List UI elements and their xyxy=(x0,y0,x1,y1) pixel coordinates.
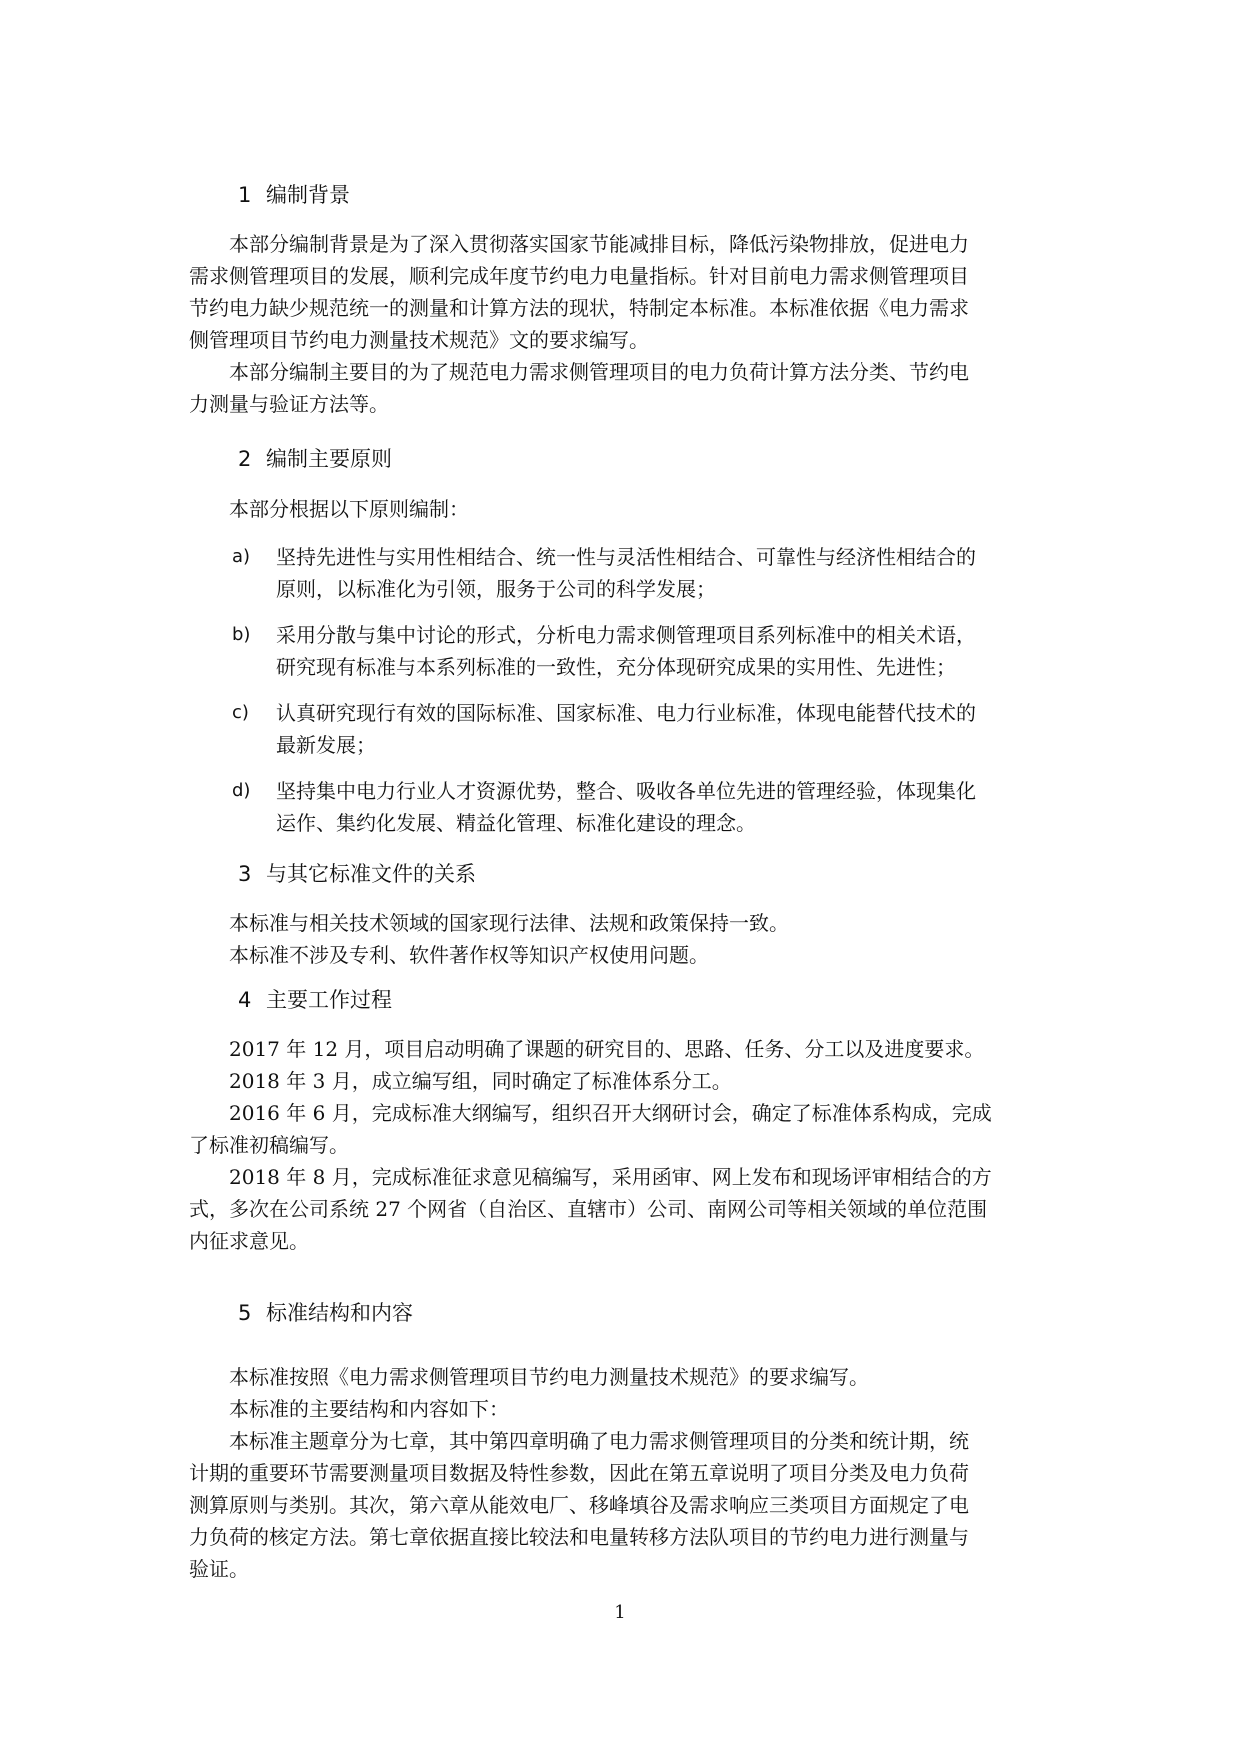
section-5-heading xyxy=(238,1299,413,1327)
list-item xyxy=(232,619,1062,683)
list-item-text: 采用分散与集中讨论的形式，分析电力需求侧管理项目系列标准中的相关术语， 研究现有标准与本系列标准的一致性，充分体现研究成果的实用性、先进性； xyxy=(276,623,976,679)
section-4-paragraph: 2017 年 12 月，项目启动明确了课题的研究目的、思路、任务、分工以及进度要求。 2018 年 3 月，成立编写组，同时确定了标准体系分工。 2016 年 6 月，完成标准大纲编写，组织召开大纲研讨会，确定了标准体系构成，完成 了标准初稿编写。 2018 年 8 月，完成标准征求意见稿编写，采用函审、网上发布和现场评审相结合的方 式，多次在公司系统 27 个网省（自治区、直辖市）公司、南网公司等相关领域的单位范围 内征求意见。 xyxy=(189,1037,992,1253)
section-title: 编制主要原则 xyxy=(266,447,392,471)
section-title: 与其它标准文件的关系 xyxy=(266,862,476,886)
list-item xyxy=(232,541,1062,605)
section-1-paragraph-2: 本部分编制主要目的为了规范电力需求侧管理项目的电力负荷计算方法分类、节约电 力测量与验证方法等。 xyxy=(189,360,969,416)
section-title: 标准结构和内容 xyxy=(266,1301,413,1325)
section-5-paragraph: 本标准按照《电力需求侧管理项目节约电力测量技术规范》的要求编写。 本标准的主要结构和内容如下： 本标准主题章分为七章，其中第四章明确了电力需求侧管理项目的分类和统计期，统 计期的重要环节需要测量项目数据及特性参数，因此在第五章说明了项目分类及电力负荷 测算原则与类别。其次，第六章从能效电厂、移峰填谷及需求响应三类项目方面规定了电 力负荷的核定方法。第七章依据直接比较法和电量转移方法队项目的节约电力进行测量与 验证。 xyxy=(189,1365,969,1581)
section-number: 5 xyxy=(238,1301,252,1325)
section-number: 4 xyxy=(238,988,252,1012)
section-2-intro: 本部分根据以下原则编制： xyxy=(189,497,469,521)
list-marker: d) xyxy=(232,780,251,801)
list-item-text: 认真研究现行有效的国际标准、国家标准、电力行业标准，体现电能替代技术的 最新发展； xyxy=(276,701,976,757)
section-number: 2 xyxy=(238,447,252,471)
section-1-heading xyxy=(238,181,350,209)
section-number: 3 xyxy=(238,862,252,886)
section-title: 主要工作过程 xyxy=(266,988,392,1012)
section-2-heading xyxy=(238,445,392,473)
list-marker: c) xyxy=(232,702,249,723)
list-item xyxy=(232,775,1062,839)
list-item-text: 坚持集中电力行业人才资源优势，整合、吸收各单位先进的管理经验，体现集化 运作、集约化发展、精益化管理、标准化建设的理念。 xyxy=(276,779,976,835)
section-3-paragraph: 本标准与相关技术领域的国家现行法律、法规和政策保持一致。 本标准不涉及专利、软件著作权等知识产权使用问题。 xyxy=(228,911,789,967)
list-marker: b) xyxy=(232,624,251,645)
section-3-heading xyxy=(238,860,476,888)
list-item-text: 坚持先进性与实用性相结合、统一性与灵活性相结合、可靠性与经济性相结合的 原则，以标准化为引领，服务于公司的科学发展； xyxy=(276,545,976,601)
section-1-paragraph-1: 本部分编制背景是为了深入贯彻落实国家节能减排目标，降低污染物排放，促进电力 需求侧管理项目的发展，顺利完成年度节约电力电量指标。针对目前电力需求侧管理项目 节约电力缺少规范统一的测量和计算方法的现状，特制定本标准。本标准依据《电力需求 侧管理项目节约电力测量技术规范》文的要求编写。 xyxy=(189,232,969,352)
section-4-heading xyxy=(238,986,392,1014)
page-number: 1 xyxy=(614,1602,626,1623)
list-marker: a) xyxy=(232,546,251,567)
list-item xyxy=(232,697,1062,761)
section-title: 编制背景 xyxy=(266,183,350,207)
section-number: 1 xyxy=(238,183,252,207)
